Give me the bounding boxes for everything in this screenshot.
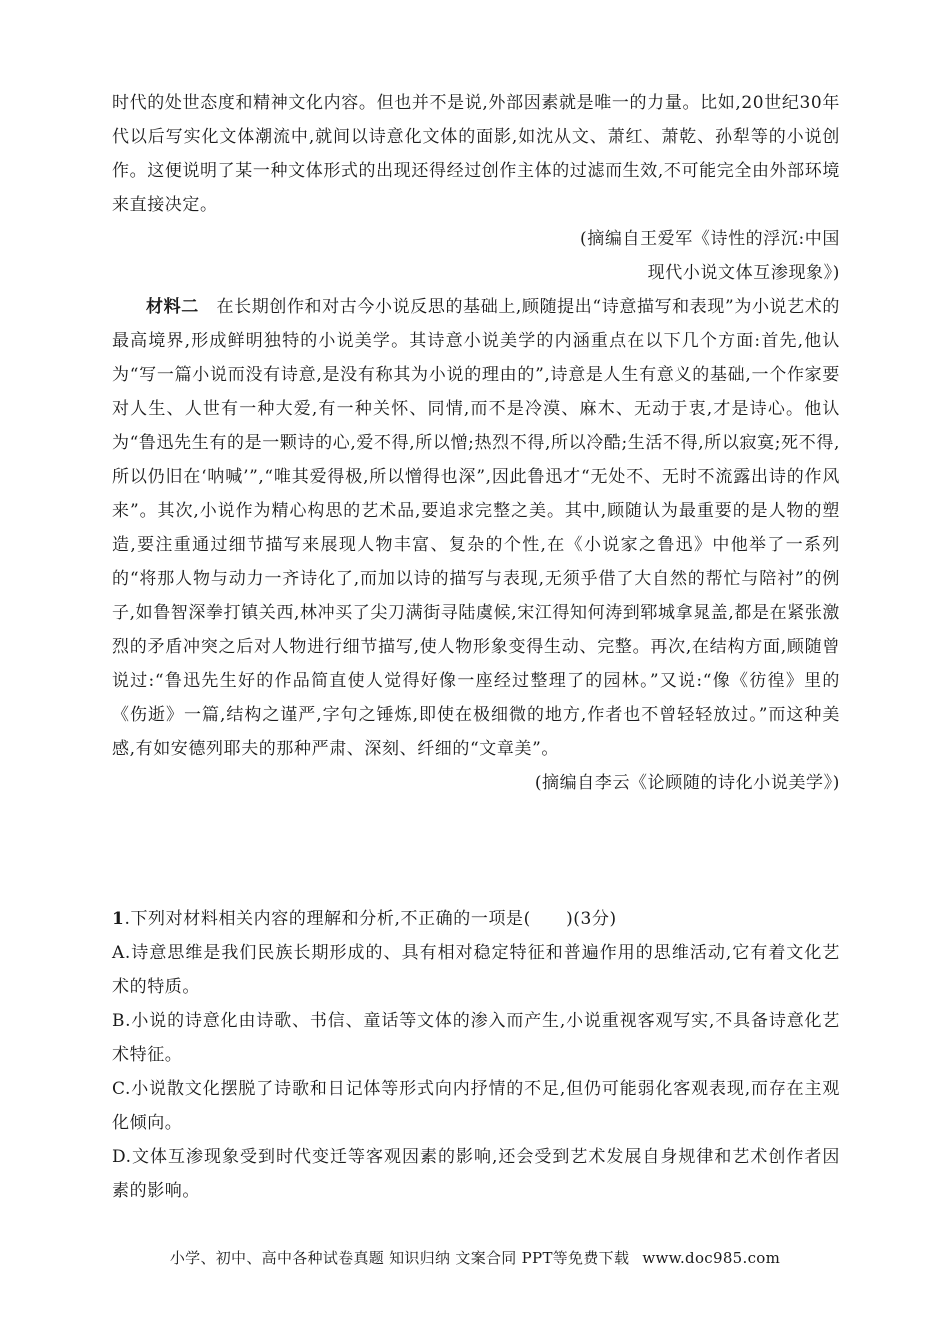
paragraph-continued: 时代的处世态度和精神文化内容。但也并不是说,外部因素就是唯一的力量。比如,20世纪30年代以后写实化文体潮流中,就间以诗意化文体的面影,如沈从文、萧红、萧乾、孙犁等的小说创作。这便说明了某一种文体形式的出现还得经过创作主体的过滤而生效,不可能完全由外部环境来直接决定。 [112,93,840,215]
option-d-label: D. [112,1147,132,1167]
option-c-text: 小说散文化摆脱了诗歌和日记体等形式向内抒情的不足,但仍可能弱化客观表现,而存在主观化倾向。 [112,1079,840,1133]
material-two-paragraph [112,290,840,766]
source-citation-1-line-2: 现代小说文体互渗现象》) [647,263,840,283]
option-b-label: B. [112,1011,132,1031]
question-1 [112,902,840,1208]
option-c-label: C. [112,1079,132,1099]
material-two-text: 在长期创作和对古今小说反思的基础上,顾随提出“诗意描写和表现”为小说艺术的最高境界,形成鲜明独特的小说美学。其诗意小说美学的内涵重点在以下几个方面:首先,他认为“写一篇小说而没有诗意,是没有称其为小说的理由的”,诗意是人生有意义的基础,一个作家要对人生、人世有一种大爱,有一种关怀、同情,而不是冷漠、麻木、无动于衷,才是诗心。他认为“鲁迅先生有的是一颗诗的心,爱不得,所以憎;热烈不得,所以冷酷;生活不得,所以寂寞;死不得,所以仍旧在‘呐喊’”,“唯其爱得极,所以憎得也深”,因此鲁迅才“无处不、无时不流露出诗的作风来”。其次,小说作为精心构思的艺术品,要追求完整之美。其中,顾随认为最重要的是人物的塑造,要注重通过细节描写来展现人物丰富、复杂的个性,在《小说家之鲁迅》中他举了一系列的“将那人物与动力一齐诗化了,而加以诗的描写与表现,无须乎借了大自然的帮忙与陪衬”的例子,如鲁智深拳打镇关西,林冲买了尖刀满街寻陆虞候,宋江得知何涛到郓城拿晁盖,都是在紧张激烈的矛盾冲突之后对人物进行细节描写,使人物形象变得生动、完整。再次,在结构方面,顾随曾说过:“鲁迅先生好的作品简直使人觉得好像一座经过整理了的园林。”又说:“像《彷徨》里的《伤逝》一篇,结构之谨严,字句之锤炼,即使在极细微的地方,作者也不曾轻轻放过。”而这种美感,有如安德列耶夫的那种严肃、深刻、纤细的“文章美”。 [112,297,841,759]
option-d-text: 文体互渗现象受到时代变迁等客观因素的影响,还会受到艺术发展自身规律和艺术创作者因素的影响。 [112,1147,840,1201]
source-citation-1-line-1: (摘编自王爱军《诗性的浮沉:中国 [580,229,840,249]
question-stem-text: .下列对材料相关内容的理解和分析,不正确的一项是( )(3分) [124,909,617,929]
option-b-text: 小说的诗意化由诗歌、书信、童话等文体的渗入而产生,小说重视客观写实,不具备诗意化艺术特征。 [112,1011,840,1065]
page-footer [0,1247,950,1268]
option-c [112,1072,840,1140]
option-a-label: A. [112,943,131,963]
option-a [112,936,840,1004]
source-citation-2: (摘编自李云《论顾随的诗化小说美学》) [534,773,840,793]
material-two-label: 材料二 [146,297,199,317]
option-b [112,1004,840,1072]
question-stem [112,902,840,936]
option-d [112,1140,840,1208]
footer-text: 小学、初中、高中各种试卷真题 知识归纳 文案合同 PPT等免费下载 [169,1249,630,1267]
footer-link[interactable]: www.doc985.com [642,1249,781,1267]
question-number: 1 [112,909,125,929]
material-one-continuation [112,86,840,800]
option-a-text: 诗意思维是我们民族长期形成的、具有相对稳定特征和普遍作用的思维活动,它有着文化艺术的特质。 [112,943,840,997]
